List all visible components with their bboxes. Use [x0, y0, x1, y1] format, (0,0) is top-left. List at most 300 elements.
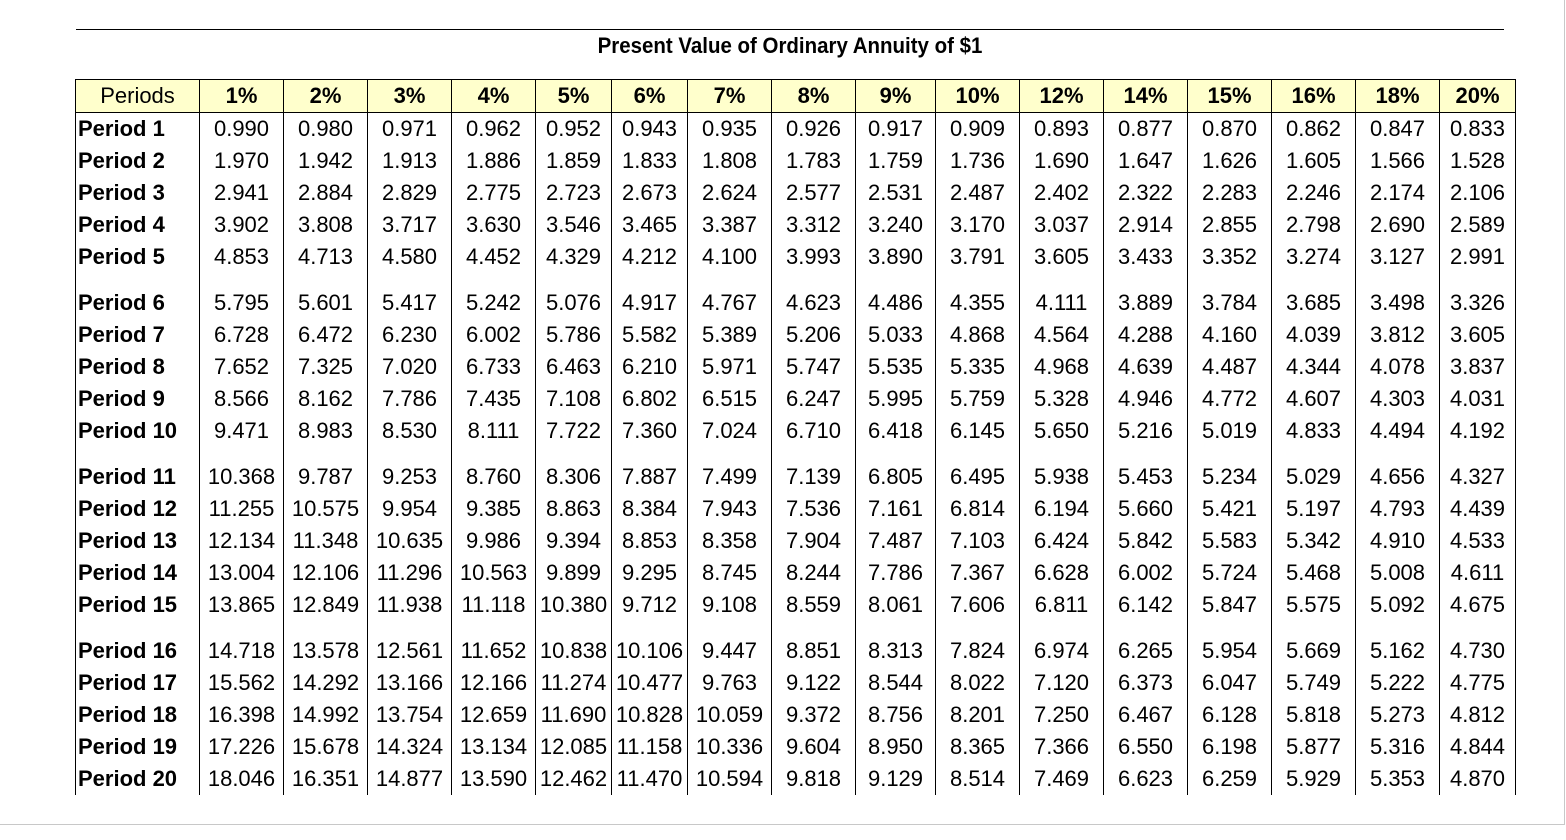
- period-label: Period 12: [76, 493, 200, 525]
- value-cell: 5.877: [1272, 731, 1356, 763]
- value-cell: 4.329: [536, 241, 612, 273]
- value-cell: 0.935: [688, 113, 772, 146]
- table-row: [76, 699, 1516, 731]
- value-cell: 5.328: [1020, 383, 1104, 415]
- value-cell: 7.943: [688, 493, 772, 525]
- value-cell: 8.022: [936, 667, 1020, 699]
- value-cell: 1.808: [688, 145, 772, 177]
- value-cell: 7.366: [1020, 731, 1104, 763]
- value-cell: 8.851: [772, 621, 856, 667]
- value-cell: 1.859: [536, 145, 612, 177]
- value-cell: 2.589: [1440, 209, 1516, 241]
- value-cell: 4.868: [936, 319, 1020, 351]
- value-cell: 2.283: [1188, 177, 1272, 209]
- table-row: [76, 763, 1516, 795]
- value-cell: 5.847: [1188, 589, 1272, 621]
- period-label: Period 7: [76, 319, 200, 351]
- value-cell: 0.862: [1272, 113, 1356, 146]
- value-cell: 4.288: [1104, 319, 1188, 351]
- value-cell: 5.076: [536, 273, 612, 319]
- value-cell: 4.039: [1272, 319, 1356, 351]
- table-row: [76, 621, 1516, 667]
- rate-header: 3%: [368, 80, 452, 113]
- value-cell: 10.635: [368, 525, 452, 557]
- value-cell: 18.046: [200, 763, 284, 795]
- rate-header: 10%: [936, 80, 1020, 113]
- table-row: [76, 113, 1516, 146]
- value-cell: 7.606: [936, 589, 1020, 621]
- value-cell: 12.106: [284, 557, 368, 589]
- value-cell: 1.736: [936, 145, 1020, 177]
- value-cell: 5.535: [856, 351, 936, 383]
- value-cell: 5.575: [1272, 589, 1356, 621]
- value-cell: 3.605: [1440, 319, 1516, 351]
- rate-header: 14%: [1104, 80, 1188, 113]
- value-cell: 8.306: [536, 447, 612, 493]
- value-cell: 4.910: [1356, 525, 1440, 557]
- value-cell: 4.580: [368, 241, 452, 273]
- value-cell: 4.853: [200, 241, 284, 273]
- value-cell: 7.536: [772, 493, 856, 525]
- value-cell: 6.515: [688, 383, 772, 415]
- value-cell: 4.639: [1104, 351, 1188, 383]
- value-cell: 8.061: [856, 589, 936, 621]
- value-cell: 8.358: [688, 525, 772, 557]
- value-cell: 2.577: [772, 177, 856, 209]
- value-cell: 12.134: [200, 525, 284, 557]
- value-cell: 13.166: [368, 667, 452, 699]
- value-cell: 8.559: [772, 589, 856, 621]
- value-cell: 7.887: [612, 447, 688, 493]
- value-cell: 12.561: [368, 621, 452, 667]
- value-cell: 5.795: [200, 273, 284, 319]
- value-cell: 4.730: [1440, 621, 1516, 667]
- rate-header: 4%: [452, 80, 536, 113]
- value-cell: 8.384: [612, 493, 688, 525]
- value-cell: 1.605: [1272, 145, 1356, 177]
- value-cell: 6.247: [772, 383, 856, 415]
- value-cell: 6.623: [1104, 763, 1188, 795]
- value-cell: 2.855: [1188, 209, 1272, 241]
- value-cell: 8.853: [612, 525, 688, 557]
- value-cell: 3.170: [936, 209, 1020, 241]
- value-cell: 9.818: [772, 763, 856, 795]
- value-cell: 2.884: [284, 177, 368, 209]
- value-cell: 5.938: [1020, 447, 1104, 493]
- period-label: Period 16: [76, 621, 200, 667]
- value-cell: 0.926: [772, 113, 856, 146]
- value-cell: 13.865: [200, 589, 284, 621]
- value-cell: 8.760: [452, 447, 536, 493]
- value-cell: 4.327: [1440, 447, 1516, 493]
- rate-header: 5%: [536, 80, 612, 113]
- value-cell: 11.255: [200, 493, 284, 525]
- value-cell: 4.611: [1440, 557, 1516, 589]
- value-cell: 5.019: [1188, 415, 1272, 447]
- value-cell: 12.166: [452, 667, 536, 699]
- value-cell: 1.528: [1440, 145, 1516, 177]
- period-label: Period 13: [76, 525, 200, 557]
- value-cell: 3.717: [368, 209, 452, 241]
- value-cell: 0.870: [1188, 113, 1272, 146]
- value-cell: 6.974: [1020, 621, 1104, 667]
- value-cell: 3.352: [1188, 241, 1272, 273]
- value-cell: 4.713: [284, 241, 368, 273]
- table-row: [76, 209, 1516, 241]
- period-label: Period 19: [76, 731, 200, 763]
- value-cell: 5.749: [1272, 667, 1356, 699]
- value-cell: 3.312: [772, 209, 856, 241]
- value-cell: 7.024: [688, 415, 772, 447]
- value-cell: 7.499: [688, 447, 772, 493]
- value-cell: 4.078: [1356, 351, 1440, 383]
- period-label: Period 10: [76, 415, 200, 447]
- value-cell: 5.971: [688, 351, 772, 383]
- value-cell: 1.566: [1356, 145, 1440, 177]
- value-cell: 5.453: [1104, 447, 1188, 493]
- value-cell: 3.605: [1020, 241, 1104, 273]
- table-row: [76, 557, 1516, 589]
- value-cell: 11.690: [536, 699, 612, 731]
- value-cell: 9.787: [284, 447, 368, 493]
- value-cell: 11.274: [536, 667, 612, 699]
- value-cell: 4.656: [1356, 447, 1440, 493]
- value-cell: 4.533: [1440, 525, 1516, 557]
- value-cell: 17.226: [200, 731, 284, 763]
- value-cell: 5.342: [1272, 525, 1356, 557]
- value-cell: 4.946: [1104, 383, 1188, 415]
- value-cell: 6.194: [1020, 493, 1104, 525]
- value-cell: 6.230: [368, 319, 452, 351]
- value-cell: 2.723: [536, 177, 612, 209]
- value-cell: 4.775: [1440, 667, 1516, 699]
- value-cell: 9.385: [452, 493, 536, 525]
- value-cell: 7.435: [452, 383, 536, 415]
- annuity-table: [75, 79, 1516, 795]
- value-cell: 5.353: [1356, 763, 1440, 795]
- table-row: [76, 145, 1516, 177]
- period-label: Period 15: [76, 589, 200, 621]
- value-cell: 1.970: [200, 145, 284, 177]
- table-row: [76, 241, 1516, 273]
- value-cell: 5.583: [1188, 525, 1272, 557]
- value-cell: 6.259: [1188, 763, 1272, 795]
- value-cell: 1.913: [368, 145, 452, 177]
- value-cell: 5.650: [1020, 415, 1104, 447]
- value-cell: 4.607: [1272, 383, 1356, 415]
- value-cell: 6.811: [1020, 589, 1104, 621]
- value-cell: 9.712: [612, 589, 688, 621]
- value-cell: 1.626: [1188, 145, 1272, 177]
- value-cell: 10.336: [688, 731, 772, 763]
- value-cell: 13.004: [200, 557, 284, 589]
- value-cell: 3.993: [772, 241, 856, 273]
- value-cell: 7.161: [856, 493, 936, 525]
- value-cell: 11.470: [612, 763, 688, 795]
- value-cell: 10.594: [688, 763, 772, 795]
- value-cell: 7.250: [1020, 699, 1104, 731]
- value-cell: 12.085: [536, 731, 612, 763]
- value-cell: 5.234: [1188, 447, 1272, 493]
- value-cell: 9.295: [612, 557, 688, 589]
- value-cell: 5.995: [856, 383, 936, 415]
- value-cell: 13.590: [452, 763, 536, 795]
- rate-header: 8%: [772, 80, 856, 113]
- value-cell: 14.324: [368, 731, 452, 763]
- value-cell: 3.433: [1104, 241, 1188, 273]
- value-cell: 0.990: [200, 113, 284, 146]
- value-cell: 4.623: [772, 273, 856, 319]
- value-cell: 3.889: [1104, 273, 1188, 319]
- value-cell: 2.174: [1356, 177, 1440, 209]
- value-cell: 8.313: [856, 621, 936, 667]
- value-cell: 6.002: [1104, 557, 1188, 589]
- value-cell: 4.439: [1440, 493, 1516, 525]
- top-rule: [76, 29, 1504, 30]
- value-cell: 6.628: [1020, 557, 1104, 589]
- value-cell: 5.818: [1272, 699, 1356, 731]
- value-cell: 14.992: [284, 699, 368, 731]
- value-cell: 0.943: [612, 113, 688, 146]
- value-cell: 2.402: [1020, 177, 1104, 209]
- value-cell: 10.575: [284, 493, 368, 525]
- value-cell: 16.398: [200, 699, 284, 731]
- value-cell: 4.870: [1440, 763, 1516, 795]
- rate-header: 1%: [200, 80, 284, 113]
- periods-header: Periods: [76, 80, 200, 113]
- table-row: [76, 589, 1516, 621]
- value-cell: 7.786: [368, 383, 452, 415]
- value-cell: 3.630: [452, 209, 536, 241]
- rate-header: 7%: [688, 80, 772, 113]
- value-cell: 14.877: [368, 763, 452, 795]
- value-cell: 5.747: [772, 351, 856, 383]
- value-cell: 9.899: [536, 557, 612, 589]
- value-cell: 2.991: [1440, 241, 1516, 273]
- value-cell: 8.745: [688, 557, 772, 589]
- value-cell: 2.914: [1104, 209, 1188, 241]
- value-cell: 5.206: [772, 319, 856, 351]
- value-cell: 5.759: [936, 383, 1020, 415]
- period-label: Period 17: [76, 667, 200, 699]
- value-cell: 13.134: [452, 731, 536, 763]
- value-cell: 4.111: [1020, 273, 1104, 319]
- value-cell: 4.564: [1020, 319, 1104, 351]
- value-cell: 7.469: [1020, 763, 1104, 795]
- value-cell: 0.971: [368, 113, 452, 146]
- value-cell: 3.387: [688, 209, 772, 241]
- value-cell: 4.344: [1272, 351, 1356, 383]
- value-cell: 5.033: [856, 319, 936, 351]
- value-cell: 8.514: [936, 763, 1020, 795]
- value-cell: 7.020: [368, 351, 452, 383]
- value-cell: 5.008: [1356, 557, 1440, 589]
- value-cell: 1.833: [612, 145, 688, 177]
- value-cell: 8.530: [368, 415, 452, 447]
- value-cell: 10.380: [536, 589, 612, 621]
- rate-header: 15%: [1188, 80, 1272, 113]
- value-cell: 6.805: [856, 447, 936, 493]
- value-cell: 6.814: [936, 493, 1020, 525]
- value-cell: 0.917: [856, 113, 936, 146]
- value-cell: 6.467: [1104, 699, 1188, 731]
- value-cell: 8.544: [856, 667, 936, 699]
- value-cell: 4.487: [1188, 351, 1272, 383]
- value-cell: 4.968: [1020, 351, 1104, 383]
- period-label: Period 20: [76, 763, 200, 795]
- value-cell: 7.108: [536, 383, 612, 415]
- value-cell: 0.877: [1104, 113, 1188, 146]
- table-body: [76, 113, 1516, 796]
- value-cell: 5.029: [1272, 447, 1356, 493]
- value-cell: 5.197: [1272, 493, 1356, 525]
- value-cell: 5.273: [1356, 699, 1440, 731]
- value-cell: 2.690: [1356, 209, 1440, 241]
- value-cell: 12.849: [284, 589, 368, 621]
- value-cell: 5.335: [936, 351, 1020, 383]
- value-cell: 7.722: [536, 415, 612, 447]
- table-row: [76, 383, 1516, 415]
- value-cell: 14.292: [284, 667, 368, 699]
- value-cell: 7.652: [200, 351, 284, 383]
- value-cell: 15.562: [200, 667, 284, 699]
- value-cell: 7.487: [856, 525, 936, 557]
- value-cell: 5.669: [1272, 621, 1356, 667]
- value-cell: 6.145: [936, 415, 1020, 447]
- value-cell: 9.108: [688, 589, 772, 621]
- value-cell: 6.733: [452, 351, 536, 383]
- value-cell: 4.100: [688, 241, 772, 273]
- value-cell: 7.103: [936, 525, 1020, 557]
- value-cell: 11.938: [368, 589, 452, 621]
- value-cell: 5.842: [1104, 525, 1188, 557]
- value-cell: 9.129: [856, 763, 936, 795]
- value-cell: 5.786: [536, 319, 612, 351]
- value-cell: 4.160: [1188, 319, 1272, 351]
- value-cell: 6.142: [1104, 589, 1188, 621]
- value-cell: 8.365: [936, 731, 1020, 763]
- value-cell: 0.962: [452, 113, 536, 146]
- value-cell: 2.531: [856, 177, 936, 209]
- value-cell: 4.812: [1440, 699, 1516, 731]
- value-cell: 5.222: [1356, 667, 1440, 699]
- table-row: [76, 273, 1516, 319]
- value-cell: 7.360: [612, 415, 688, 447]
- value-cell: 0.893: [1020, 113, 1104, 146]
- rate-header: 2%: [284, 80, 368, 113]
- value-cell: 8.983: [284, 415, 368, 447]
- value-cell: 12.462: [536, 763, 612, 795]
- value-cell: 5.601: [284, 273, 368, 319]
- value-cell: 6.728: [200, 319, 284, 351]
- value-cell: 10.838: [536, 621, 612, 667]
- value-cell: 6.472: [284, 319, 368, 351]
- value-cell: 7.139: [772, 447, 856, 493]
- value-cell: 3.902: [200, 209, 284, 241]
- value-cell: 3.465: [612, 209, 688, 241]
- value-cell: 4.793: [1356, 493, 1440, 525]
- value-cell: 10.106: [612, 621, 688, 667]
- value-cell: 9.122: [772, 667, 856, 699]
- value-cell: 3.240: [856, 209, 936, 241]
- period-label: Period 6: [76, 273, 200, 319]
- value-cell: 6.265: [1104, 621, 1188, 667]
- rate-header: 12%: [1020, 80, 1104, 113]
- value-cell: 3.837: [1440, 351, 1516, 383]
- value-cell: 7.120: [1020, 667, 1104, 699]
- value-cell: 6.710: [772, 415, 856, 447]
- value-cell: 11.158: [612, 731, 688, 763]
- value-cell: 4.772: [1188, 383, 1272, 415]
- value-cell: 5.092: [1356, 589, 1440, 621]
- value-cell: 2.322: [1104, 177, 1188, 209]
- value-cell: 7.325: [284, 351, 368, 383]
- table-row: [76, 319, 1516, 351]
- value-cell: 0.980: [284, 113, 368, 146]
- value-cell: 6.047: [1188, 667, 1272, 699]
- table-row: [76, 731, 1516, 763]
- value-cell: 6.210: [612, 351, 688, 383]
- value-cell: 1.647: [1104, 145, 1188, 177]
- value-cell: 0.847: [1356, 113, 1440, 146]
- value-cell: 12.659: [452, 699, 536, 731]
- value-cell: 3.546: [536, 209, 612, 241]
- rate-header: 6%: [612, 80, 688, 113]
- value-cell: 7.786: [856, 557, 936, 589]
- value-cell: 8.863: [536, 493, 612, 525]
- table-row: [76, 493, 1516, 525]
- value-cell: 9.372: [772, 699, 856, 731]
- period-label: Period 14: [76, 557, 200, 589]
- value-cell: 10.368: [200, 447, 284, 493]
- period-label: Period 2: [76, 145, 200, 177]
- value-cell: 14.718: [200, 621, 284, 667]
- rate-header: 16%: [1272, 80, 1356, 113]
- value-cell: 3.812: [1356, 319, 1440, 351]
- value-cell: 10.563: [452, 557, 536, 589]
- value-cell: 11.652: [452, 621, 536, 667]
- value-cell: 1.783: [772, 145, 856, 177]
- value-cell: 6.550: [1104, 731, 1188, 763]
- value-cell: 3.498: [1356, 273, 1440, 319]
- value-cell: 8.756: [856, 699, 936, 731]
- value-cell: 3.685: [1272, 273, 1356, 319]
- period-label: Period 11: [76, 447, 200, 493]
- value-cell: 5.162: [1356, 621, 1440, 667]
- value-cell: 13.578: [284, 621, 368, 667]
- value-cell: 2.246: [1272, 177, 1356, 209]
- table-row: [76, 447, 1516, 493]
- value-cell: 7.904: [772, 525, 856, 557]
- value-cell: 2.106: [1440, 177, 1516, 209]
- value-cell: 6.463: [536, 351, 612, 383]
- table-title: Present Value of Ordinary Annuity of $1: [597, 33, 983, 58]
- value-cell: 10.828: [612, 699, 688, 731]
- value-cell: 8.950: [856, 731, 936, 763]
- value-cell: 3.127: [1356, 241, 1440, 273]
- value-cell: 4.844: [1440, 731, 1516, 763]
- table-row: [76, 177, 1516, 209]
- table-row: [76, 667, 1516, 699]
- value-cell: 5.929: [1272, 763, 1356, 795]
- table-row: [76, 351, 1516, 383]
- value-cell: 3.808: [284, 209, 368, 241]
- value-cell: 2.798: [1272, 209, 1356, 241]
- value-cell: 6.198: [1188, 731, 1272, 763]
- rate-header: 20%: [1440, 80, 1516, 113]
- value-cell: 7.824: [936, 621, 1020, 667]
- value-cell: 8.566: [200, 383, 284, 415]
